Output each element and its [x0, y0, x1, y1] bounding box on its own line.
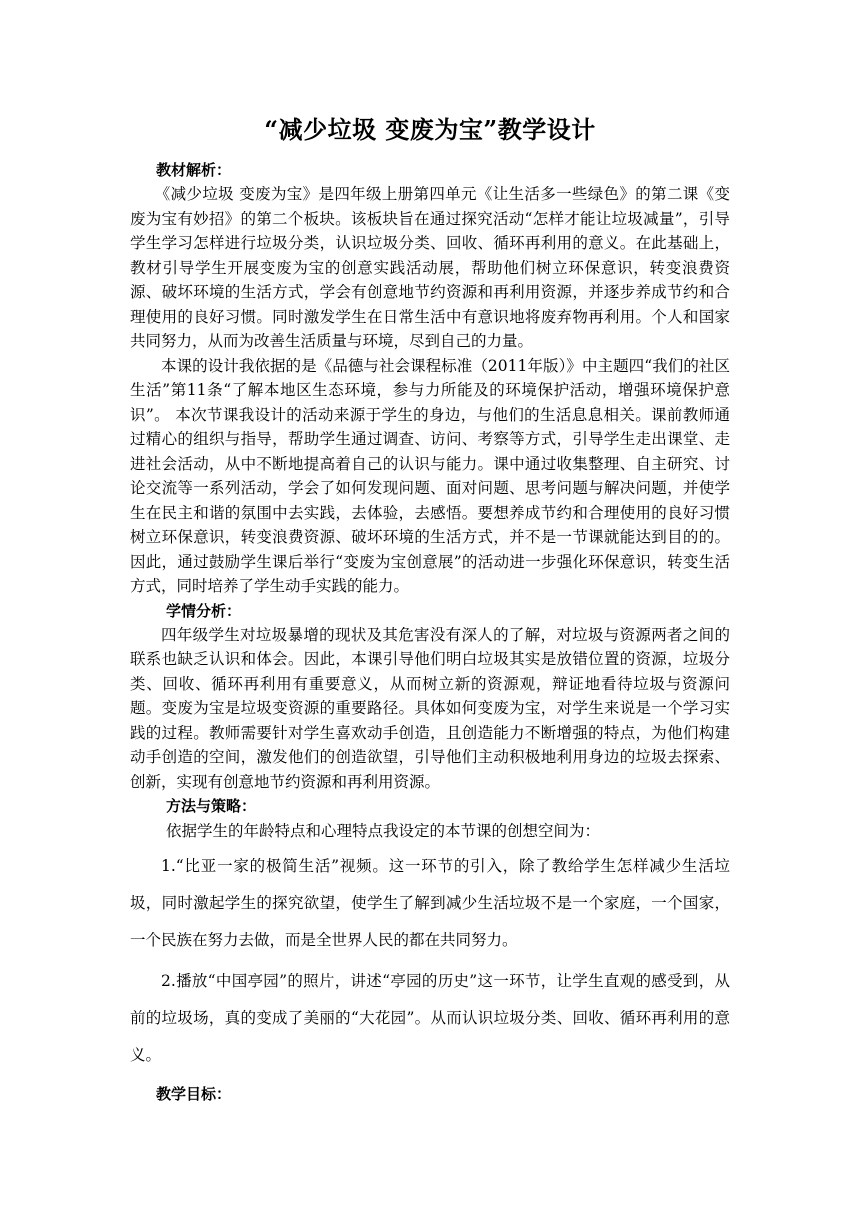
paragraph: 《减少垃圾 变废为宝》是四年级上册第四单元《让生活多一些绿色》的第二课《变废为宝有妙招》的第二个板块。该板块旨在通过探究活动“怎样才能让垃圾减量”，引导学生学习怎样进行垃圾分类，认识垃圾分类、回收、循环再利用的意义。在此基础上，教材引导学生开展变废为宝的创意实践活动展，帮助他们树立环保意识，转变浪费资源、破坏环境的生活方式，学会有创意地节约资源和再利用资源，并逐步养成节约和合理使用的良好习惯。同时激发学生在日常生活中有意识地将废弃物再利用。个人和国家共同努力，从而为改善生活质量与环境，尽到自己的力量。	[130, 185, 730, 350]
methods-intro: 依据学生的年龄特点和心理特点我设定的本节课的创想空间为：	[166, 822, 601, 840]
method-item: 2.播放“中国亭园”的照片，讲述“亭园的历史”这一环节，让学生直观的感受到，从前的垃圾场，真的变成了美丽的“大花园”。从而认识垃圾分类、回收、循环再利用的意义。	[130, 972, 730, 1064]
paragraph: 四年级学生对垃圾暴增的现状及其危害没有深人的了解，对垃圾与资源两者之间的联系也缺乏认识和体会。因此，本课引导他们明白垃圾其实是放错位置的资源，垃圾分类、回收、循环再利用有重要意义，从而树立新的资源观，辩证地看待垃圾与资源问题。变废为宝是垃圾变资源的重要路径。具体如何变废为宝，对学生来说是一个学习实践的过程。教师需要针对学生喜欢动手创造，且创造能力不断增强的特点，为他们构建动手创造的空间，激发他们的创造欲望，引导他们主动积极地利用身边的垃圾去探索、创新，实现有创意地节约资源和再利用资源。	[130, 625, 730, 791]
section-objectives	[130, 1082, 730, 1106]
section-textbook-analysis	[130, 158, 730, 599]
document-title: “减少垃圾 变废为宝”教学设计	[264, 115, 596, 144]
section-heading: 方法与策略：	[166, 797, 257, 815]
method-item: 1.“比亚一家的极简生活”视频。这一环节的引入，除了教给学生怎样减少生活垃圾，同时激起学生的探究欲望，使学生了解到减少生活垃圾不是一个家庭，一个国家，一个民族在努力去做，而是全世界人民的都在共同努力。	[130, 857, 730, 949]
document-page	[130, 112, 730, 1106]
section-heading: 教学目标：	[156, 1085, 232, 1103]
paragraph: 本课的设计我依据的是《品德与社会课程标准（2011年版）》中主题四“我们的社区生活”第11条“了解本地区生态环境，参与力所能及的环境保护活动，增强环境保护意识”。 本次节课我设计的活动来源于学生的身边，与他们的生活息息相关。课前教师通过精心的组织与指导，帮助学生通过调查、访问、考察等方式，引导学生走出课堂、走进社会活动，从中不断地提高着自己的认识与能力。课中通过收集整理、自主研究、讨论交流等一系列活动，学会了如何发现问题、面对问题、思考问题与解决问题，并使学生在民主和谐的氛围中去实践，去体验，去感悟。要想养成节约和合理使用的良好习惯树立环保意识，转变浪费资源、破坏环境的生活方式，并不是一节课就能达到目的的。因此，通过鼓励学生课后举行“变废为宝创意展”的活动进一步强化环保意识，转变生活方式，同时培养了学生动手实践的能力。	[130, 356, 730, 595]
section-heading: 学情分析：	[166, 601, 242, 620]
section-methods	[130, 794, 730, 1074]
section-heading: 教材解析：	[156, 161, 232, 179]
section-learner-analysis	[130, 599, 730, 795]
